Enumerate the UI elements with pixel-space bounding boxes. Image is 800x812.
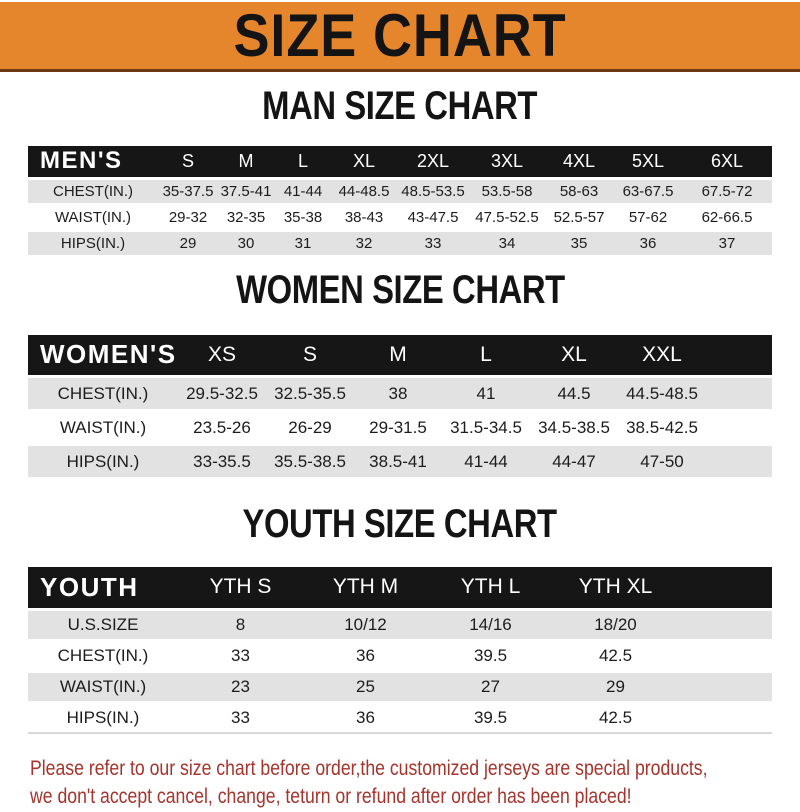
value-cell: 44.5-48.5	[618, 377, 706, 411]
value-cell: 44-48.5	[332, 178, 396, 204]
table-row	[28, 445, 772, 478]
value-cell: 41	[442, 377, 530, 411]
men-header-row	[28, 146, 772, 178]
value-cell: 47-50	[618, 445, 706, 478]
value-cell: 35-37.5	[158, 178, 218, 204]
value-cell: 58-63	[544, 178, 614, 204]
value-cell: 37.5-41	[218, 178, 274, 204]
value-cell: 29.5-32.5	[178, 377, 266, 411]
footer-line-1: Please refer to our size chart before order,the customized jerseys are special products,	[30, 756, 708, 780]
row-label: WAIST(IN.)	[28, 671, 178, 702]
size-chart-banner	[0, 2, 800, 72]
table-row	[28, 702, 772, 733]
value-cell: 31.5-34.5	[442, 411, 530, 445]
table-row	[28, 609, 772, 640]
table-row	[28, 230, 772, 255]
value-cell: 42.5	[553, 702, 678, 733]
table-row	[28, 178, 772, 204]
size-col-header: 4XL	[562, 150, 596, 171]
men-size-table	[28, 146, 772, 255]
value-cell: 44-47	[530, 445, 618, 478]
spacer-cell	[706, 411, 772, 445]
spacer-cell	[678, 640, 772, 671]
value-cell: 57-62	[614, 204, 682, 230]
value-cell: 8	[178, 609, 303, 640]
value-cell: 44.5	[530, 377, 618, 411]
value-cell: 34	[470, 230, 544, 255]
value-cell: 29	[553, 671, 678, 702]
size-col-header: YTH XL	[578, 575, 653, 599]
value-cell: 36	[303, 702, 428, 733]
value-cell: 36	[303, 640, 428, 671]
value-cell: 30	[218, 230, 274, 255]
value-cell: 18/20	[553, 609, 678, 640]
value-cell: 23	[178, 671, 303, 702]
men-corner-label: MEN'S	[40, 147, 123, 175]
women-corner-label: WOMEN'S	[40, 339, 177, 370]
row-label: U.S.SIZE	[28, 609, 178, 640]
value-cell: 35-38	[274, 204, 332, 230]
value-cell: 38	[354, 377, 442, 411]
value-cell: 10/12	[303, 609, 428, 640]
value-cell: 67.5-72	[682, 178, 772, 204]
youth-header-row	[28, 567, 772, 609]
value-cell: 23.5-26	[178, 411, 266, 445]
value-cell: 47.5-52.5	[470, 204, 544, 230]
size-col-header: L	[480, 342, 492, 366]
row-label: HIPS(IN.)	[28, 445, 178, 478]
value-cell: 63-67.5	[614, 178, 682, 204]
spacer-cell	[706, 335, 772, 377]
value-cell: 32.5-35.5	[266, 377, 354, 411]
value-cell: 38.5-41	[354, 445, 442, 478]
value-cell: 33-35.5	[178, 445, 266, 478]
value-cell: 33	[178, 702, 303, 733]
value-cell: 32-35	[218, 204, 274, 230]
value-cell: 36	[614, 230, 682, 255]
value-cell: 35.5-38.5	[266, 445, 354, 478]
value-cell: 48.5-53.5	[396, 178, 470, 204]
value-cell: 39.5	[428, 702, 553, 733]
row-label: CHEST(IN.)	[28, 178, 158, 204]
size-col-header: 6XL	[710, 150, 744, 171]
youth-corner-label: YOUTH	[40, 571, 139, 602]
size-col-header: S	[181, 150, 194, 171]
size-col-header: M	[238, 150, 254, 171]
row-label: WAIST(IN.)	[28, 204, 158, 230]
banner-title: SIZE CHART	[233, 2, 567, 69]
row-label: CHEST(IN.)	[28, 377, 178, 411]
women-size-table	[28, 335, 772, 478]
value-cell: 31	[274, 230, 332, 255]
value-cell: 26-29	[266, 411, 354, 445]
women-section-title: WOMEN SIZE CHART	[235, 267, 565, 312]
row-label: WAIST(IN.)	[28, 411, 178, 445]
value-cell: 25	[303, 671, 428, 702]
size-col-header: 3XL	[490, 150, 524, 171]
spacer-cell	[678, 702, 772, 733]
value-cell: 39.5	[428, 640, 553, 671]
size-col-header: XXL	[642, 342, 682, 366]
row-label: HIPS(IN.)	[28, 230, 158, 255]
value-cell: 29-31.5	[354, 411, 442, 445]
table-row	[28, 204, 772, 230]
spacer-cell	[678, 567, 772, 609]
youth-size-table	[28, 567, 772, 734]
value-cell: 29-32	[158, 204, 218, 230]
footer-line-2: we don't accept cancel, change, teturn or refund after order has been placed!	[30, 784, 632, 808]
size-col-header: M	[389, 342, 407, 366]
table-row	[28, 411, 772, 445]
table-row	[28, 377, 772, 411]
spacer-cell	[706, 377, 772, 411]
value-cell: 41-44	[274, 178, 332, 204]
value-cell: 14/16	[428, 609, 553, 640]
table-row	[28, 671, 772, 702]
size-col-header: 5XL	[631, 150, 665, 171]
size-col-header: YTH L	[460, 575, 521, 599]
value-cell: 42.5	[553, 640, 678, 671]
size-col-header: L	[297, 150, 308, 171]
value-cell: 32	[332, 230, 396, 255]
size-col-header: XS	[207, 342, 236, 366]
value-cell: 43-47.5	[396, 204, 470, 230]
size-col-header: YTH M	[332, 575, 399, 599]
spacer-cell	[706, 445, 772, 478]
size-col-header: XL	[561, 342, 587, 366]
value-cell: 62-66.5	[682, 204, 772, 230]
size-col-header: 2XL	[416, 150, 450, 171]
value-cell: 34.5-38.5	[530, 411, 618, 445]
value-cell: 33	[178, 640, 303, 671]
value-cell: 52.5-57	[544, 204, 614, 230]
value-cell: 33	[396, 230, 470, 255]
row-label: HIPS(IN.)	[28, 702, 178, 733]
spacer-cell	[678, 609, 772, 640]
value-cell: 38.5-42.5	[618, 411, 706, 445]
men-section-title: MAN SIZE CHART	[262, 84, 538, 128]
table-row	[28, 640, 772, 671]
value-cell: 35	[544, 230, 614, 255]
spacer-cell	[678, 671, 772, 702]
value-cell: 27	[428, 671, 553, 702]
women-header-row	[28, 335, 772, 377]
value-cell: 38-43	[332, 204, 396, 230]
row-label: CHEST(IN.)	[28, 640, 178, 671]
size-col-header: XL	[352, 150, 376, 171]
value-cell: 29	[158, 230, 218, 255]
youth-section-title: YOUTH SIZE CHART	[242, 502, 558, 546]
size-col-header: S	[302, 342, 317, 366]
size-col-header: YTH S	[209, 575, 272, 599]
value-cell: 41-44	[442, 445, 530, 478]
value-cell: 53.5-58	[470, 178, 544, 204]
footer-notice	[0, 756, 800, 812]
value-cell: 37	[682, 230, 772, 255]
